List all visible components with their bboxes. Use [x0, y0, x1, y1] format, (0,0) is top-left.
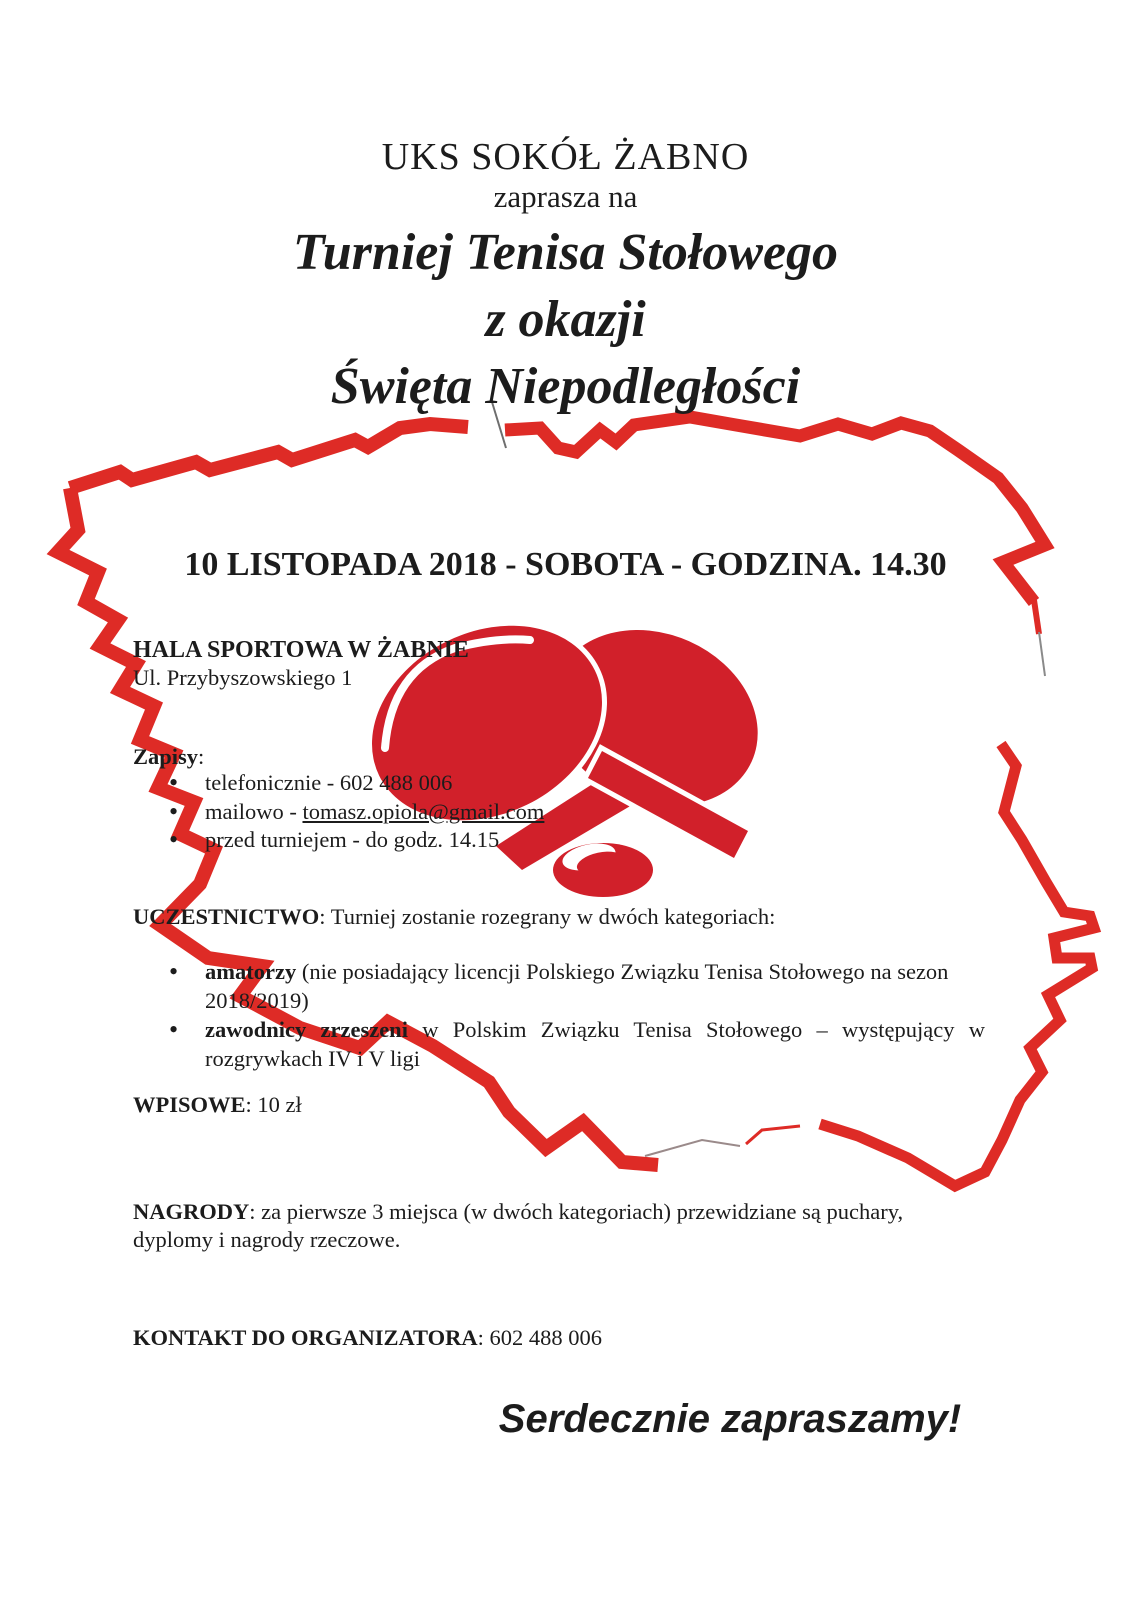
venue-address: Ul. Przybyszowskiego 1: [133, 665, 353, 690]
registration-phone: telefonicznie - 602 488 006: [205, 770, 453, 795]
participation-heading: [133, 903, 775, 931]
title-line-3: Święta Niepodległości: [330, 358, 801, 415]
category-amateurs-desc: (nie posiadający licencji Polskiego Związku Tenisa Stołowego na sezon: [296, 959, 949, 984]
prizes-desc: : za pierwsze 3 miejsca (w dwóch kategoriach) przewidziane są puchary,: [249, 1199, 904, 1224]
registration-onsite: przed turniejem - do godz. 14.15: [205, 827, 500, 852]
entry-fee-label: WPISOWE: [133, 1092, 246, 1117]
title-line-2: z okazji: [485, 291, 646, 348]
contact-phone: : 602 488 006: [477, 1325, 603, 1350]
registration-mail-prefix: mailowo -: [205, 798, 303, 824]
registration-list: [133, 769, 993, 855]
category-amateurs-line1: [205, 958, 985, 987]
prizes-line2: dyplomy i nagrody rzeczowe.: [133, 1227, 401, 1252]
contact-label: KONTAKT DO ORGANIZATORA: [133, 1325, 478, 1350]
list-item: [133, 958, 985, 1015]
venue-block: [133, 636, 469, 692]
participation-label: UCZESTNICTWO: [133, 904, 320, 929]
entry-fee-line: [133, 1091, 302, 1119]
title-line-1: Turniej Tenisa Stołowego: [292, 224, 839, 281]
category-amateurs-line2: 2018/2019): [205, 987, 309, 1013]
poster-title: [0, 219, 1131, 420]
email-link[interactable]: tomasz.opiola@gmail.com: [302, 798, 545, 824]
category-licensed-line2: rozgrywkach IV i V ligi: [205, 1045, 420, 1071]
category-licensed-desc: w Polskim Związku Tenisa Stołowego – występujący w: [407, 1017, 985, 1042]
category-licensed-term: zawodnicy zrzeszeni: [205, 1017, 408, 1042]
list-item: [133, 1016, 985, 1073]
entry-fee-value: : 10 zł: [245, 1092, 302, 1117]
category-amateurs-term: amatorzy: [205, 959, 297, 984]
prizes-line1: [133, 1198, 993, 1226]
club-name: UKS SOKÓŁ ŻABNO: [381, 136, 750, 178]
registration-colon: :: [198, 744, 205, 769]
categories-list: [133, 958, 985, 1074]
invitation-text: zaprasza na: [493, 179, 638, 214]
closing-message: Serdecznie zapraszamy!: [498, 1397, 962, 1441]
registration-heading: [133, 743, 204, 771]
prizes-label: NAGRODY: [133, 1199, 250, 1224]
list-item: [133, 798, 993, 827]
participation-rest: : Turniej zostanie rozegrany w dwóch kategoriach:: [319, 904, 776, 929]
registration-label: Zapisy: [133, 744, 199, 769]
list-item: [133, 769, 993, 798]
event-date-line: 10 LISTOPADA 2018 - SOBOTA - GODZINA. 14.30: [184, 546, 947, 583]
prizes-block: [133, 1198, 993, 1254]
contact-line: [133, 1324, 602, 1352]
list-item: [133, 826, 993, 855]
venue-name: HALA SPORTOWA W ŻABNIE: [133, 637, 469, 663]
category-licensed-line1: [205, 1016, 985, 1045]
